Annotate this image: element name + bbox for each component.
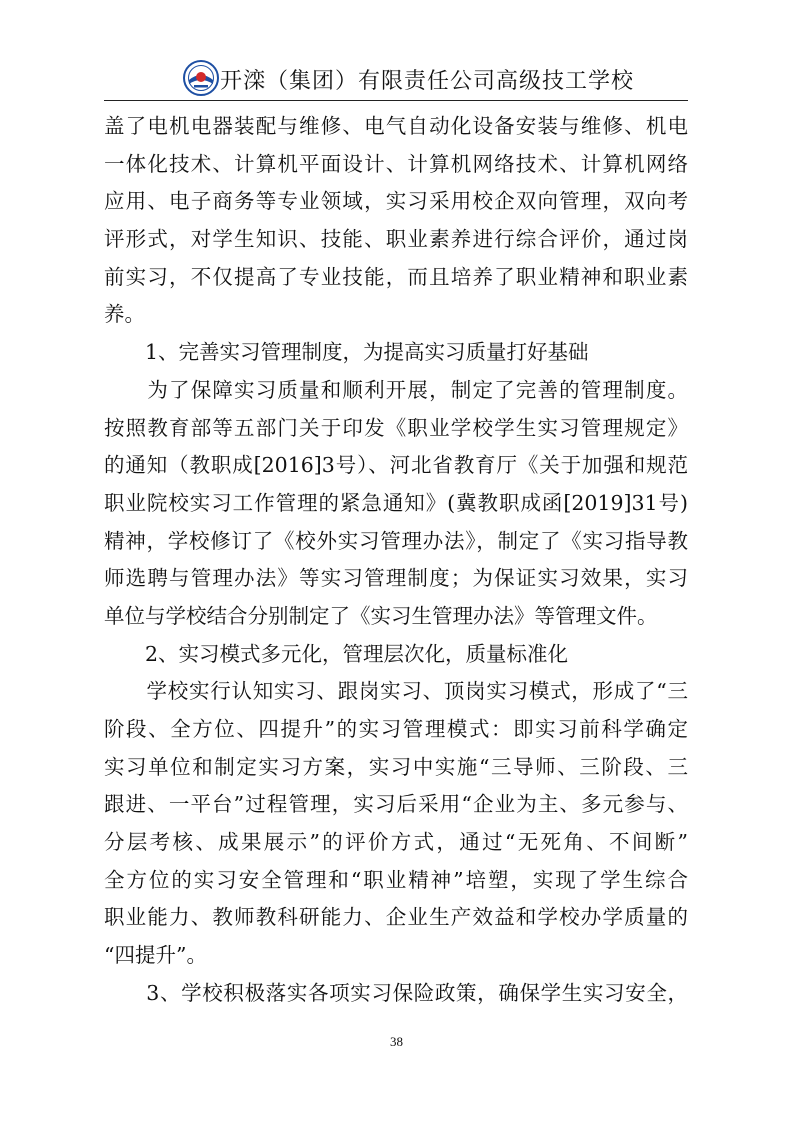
text-line: 实习单位和制定实习方案，实习中实施“三导师、三阶段、三 bbox=[104, 754, 688, 779]
text-line: 阶段、全方位、四提升”的实习管理模式：即实习前科学确定 bbox=[104, 717, 688, 741]
text-line: 盖了电机电器装配与维修、电气自动化设备安装与维修、机电 bbox=[104, 114, 688, 138]
text-line: 养。 bbox=[104, 302, 145, 327]
text-line: 学校实行认知实习、跟岗实习、顶岗实习模式，形成了“三 bbox=[104, 679, 688, 704]
text-line: 跟进、一平台”过程管理，实习后采用“企业为主、多元参与、 bbox=[104, 792, 688, 817]
text-line: 为了保障实习质量和顺利开展，制定了完善的管理制度。 bbox=[104, 377, 688, 402]
text-line: 单位与学校结合分别制定了《实习生管理办法》等管理文件。 bbox=[104, 603, 658, 628]
text-line: 按照教育部等五部门关于印发《职业学校学生实习管理规定》 bbox=[104, 415, 688, 440]
header-divider bbox=[104, 100, 688, 101]
text-line: 前实习，不仅提高了专业技能，而且培养了职业精神和职业素 bbox=[104, 264, 688, 289]
text-line: 全方位的实习安全管理和“职业精神”培塑，实现了学生综合 bbox=[104, 867, 688, 892]
text-line: 分层考核、成果展示”的评价方式，通过“无死角、不间断” bbox=[104, 830, 688, 855]
page-header bbox=[104, 56, 688, 104]
text-line: 评形式，对学生知识、技能、职业素养进行综合评价，通过岗 bbox=[104, 227, 688, 252]
text-line: 职业能力、教师教科研能力、企业生产效益和学校办学质量的 bbox=[104, 905, 688, 930]
text-line: 精神，学校修订了《校外实习管理办法》，制定了《实习指导教 bbox=[104, 528, 688, 553]
text-line: 应用、电子商务等专业领域，实习采用校企双向管理，双向考 bbox=[104, 189, 688, 214]
page-number: 38 bbox=[390, 1034, 403, 1049]
text-line: 一体化技术、计算机平面设计、计算机网络技术、计算机网络 bbox=[104, 151, 688, 176]
text-line: 1、完善实习管理制度，为提高实习质量打好基础 bbox=[104, 340, 589, 365]
text-line: 的通知（教职成[2016]3号）、河北省教育厅《关于加强和规范 bbox=[104, 453, 688, 478]
document-body bbox=[104, 108, 688, 1013]
text-line: 3、学校积极落实各项实习保险政策，确保学生实习安全， bbox=[104, 980, 688, 1005]
header-title: 开滦（集团）有限责任公司高级技工学校 bbox=[220, 69, 635, 94]
school-emblem-icon bbox=[183, 60, 219, 96]
text-line: 职业院校实习工作管理的紧急通知》(冀教职成函[2019]31号) bbox=[104, 490, 688, 515]
text-line: 师选聘与管理办法》等实习管理制度；为保证实习效果，实习 bbox=[104, 566, 688, 591]
text-line: “四提升”。 bbox=[104, 943, 207, 968]
text-line: 2、实习模式多元化，管理层次化，质量标准化 bbox=[104, 641, 569, 666]
